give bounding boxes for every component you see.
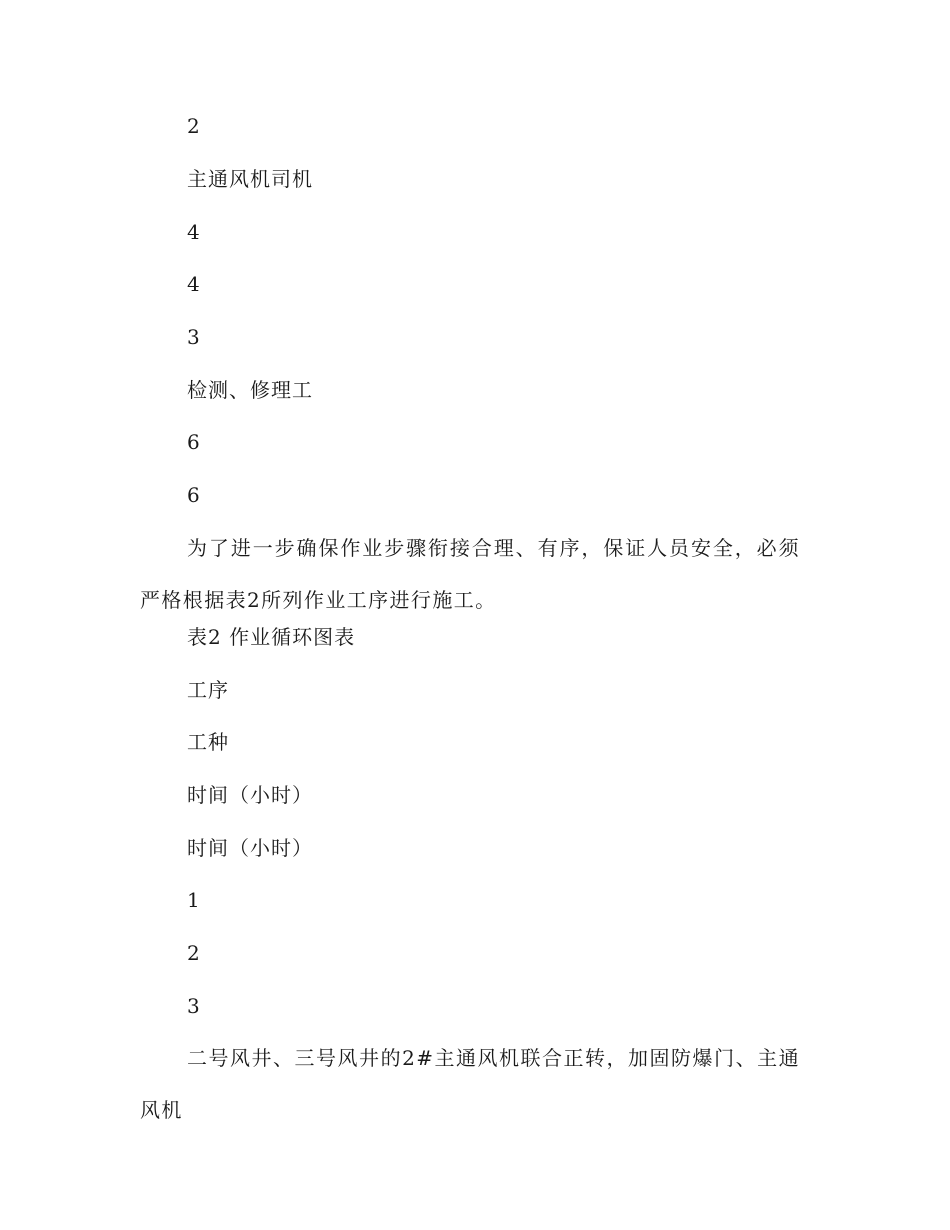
text-line: 工种 bbox=[187, 730, 229, 754]
text-line: 时间（小时） bbox=[187, 783, 313, 807]
text-line: 主通风机司机 bbox=[187, 167, 313, 191]
text-line: 3 bbox=[187, 994, 201, 1018]
text-line: 6 bbox=[187, 483, 201, 507]
text-line: 4 bbox=[187, 220, 201, 244]
text-line: 2 bbox=[187, 941, 201, 965]
text-line: 2 bbox=[187, 114, 201, 138]
table-caption: 表2 作业循环图表 bbox=[187, 625, 356, 649]
text-line: 1 bbox=[187, 888, 201, 912]
text-line: 检测、修理工 bbox=[187, 378, 313, 402]
text-line: 6 bbox=[187, 430, 201, 454]
text-line: 3 bbox=[187, 325, 201, 349]
text-line: 时间（小时） bbox=[187, 836, 313, 860]
body-paragraph: 二号风井、三号风井的2#主通风机联合正转，加固防爆门、主通风机 bbox=[140, 1046, 800, 1122]
text-line: 4 bbox=[187, 272, 201, 296]
body-paragraph: 为了进一步确保作业步骤衔接合理、有序，保证人员安全，必须严格根据表2所列作业工序进行施工。 bbox=[140, 536, 800, 612]
text-line: 工序 bbox=[187, 678, 229, 702]
